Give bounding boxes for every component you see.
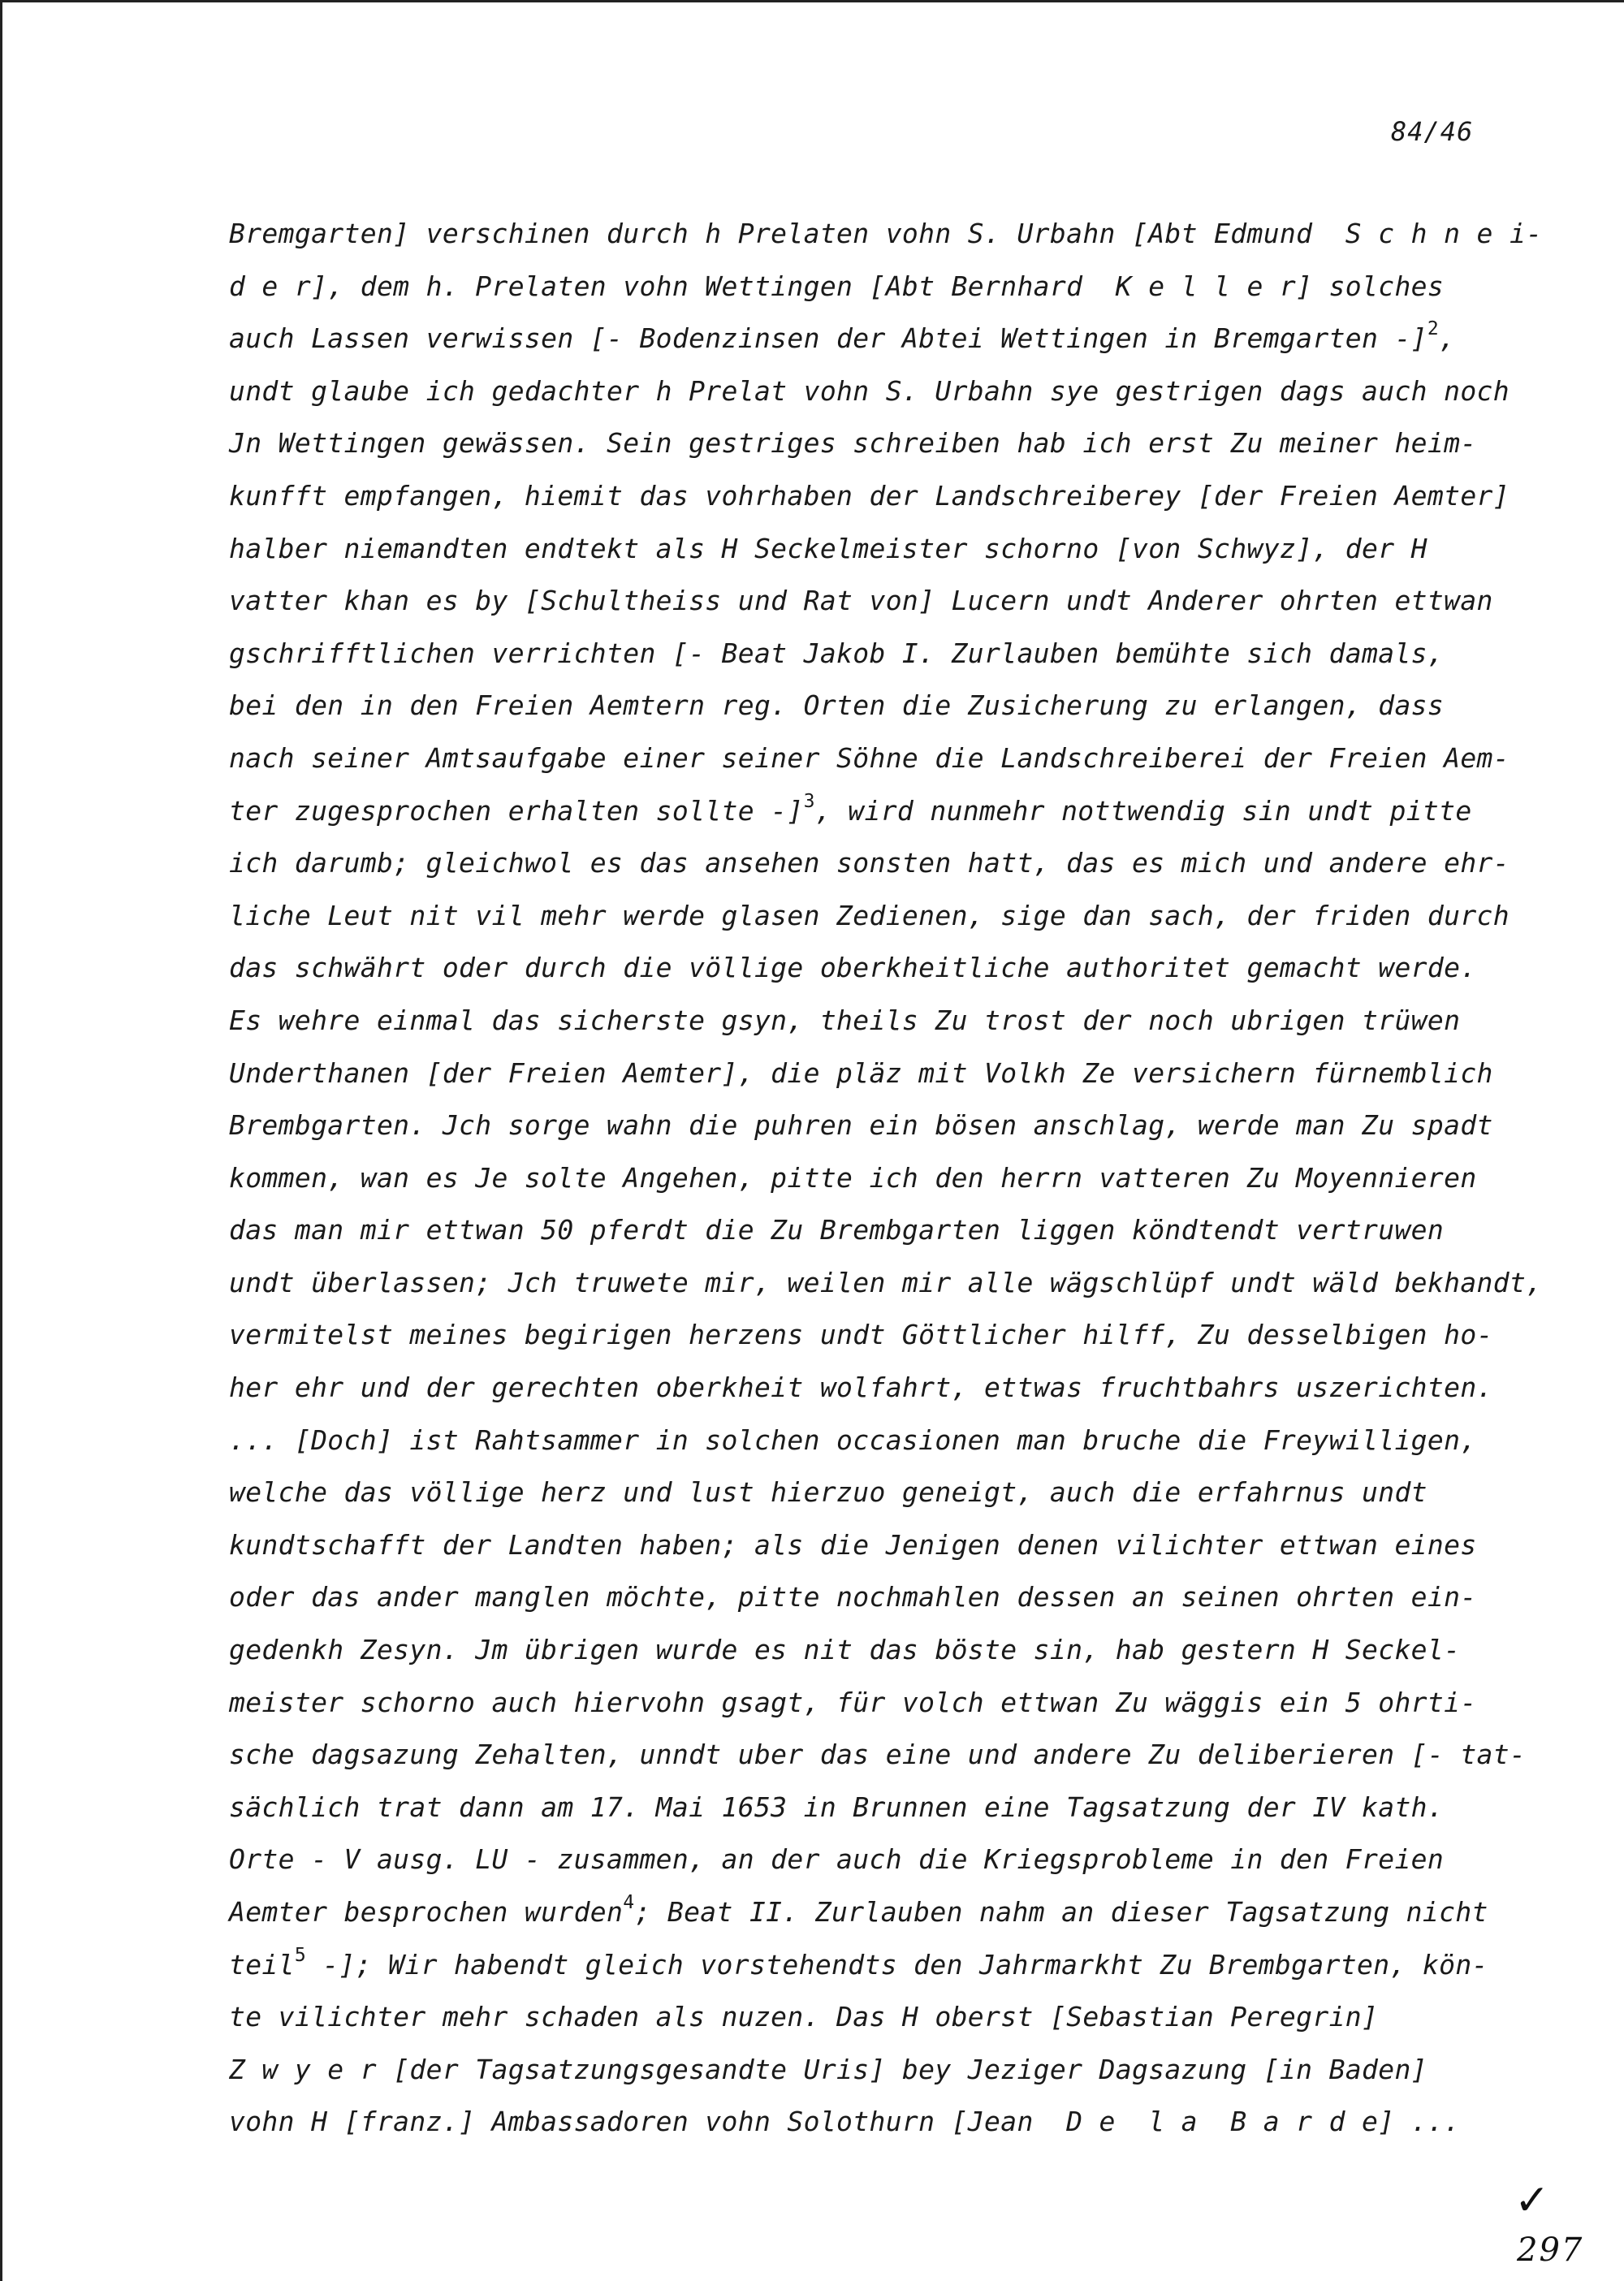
text-segment: ; Beat II. Zurlauben nahm an dieser Tagsatzung nicht [634, 1896, 1488, 1928]
text-segment: welche das völlige herz und lust hierzuo geneigt, auch die erfahrnus undt [229, 1476, 1427, 1509]
text-segment: -]; Wir habendt gleich vorstehendts den Jahrmarkht Zu Brembgarten, kön- [306, 1948, 1488, 1981]
text-segment: Aemter besprochen wurden [229, 1896, 624, 1928]
transcription-body [229, 208, 1561, 2149]
text-line [229, 1677, 1561, 1730]
text-segment: kommen, wan es Je solte Angehen, pitte ich den herrn vatteren Zu Moyennieren [229, 1161, 1477, 1194]
text-segment: liche Leut nit vil mehr werde glasen Zedienen, sige dan sach, der friden durch [229, 899, 1510, 931]
text-segment: Z w y e r [der Tagsatzungsgesandte Uris] bey Jeziger Dagsazung [in Baden] [229, 2053, 1427, 2085]
text-segment: te vilichter mehr schaden als nuzen. Das H oberst [Sebastian Peregrin] [229, 2001, 1379, 2033]
text-line [229, 1571, 1561, 1624]
text-segment: ter zugesprochen erhalten sollte -] [229, 794, 804, 827]
text-line [229, 1782, 1561, 1834]
text-line [229, 470, 1561, 523]
text-segment: , wird nunmehr nottwendig sin undt pitte [814, 794, 1472, 827]
text-line [229, 1048, 1561, 1100]
footnote-reference: 5 [294, 1944, 307, 1966]
footnote-reference: 2 [1427, 318, 1440, 340]
text-line [229, 1939, 1561, 1992]
text-line [229, 1624, 1561, 1677]
text-segment: bei den in den Freien Aemtern reg. Orten die Zusicherung zu erlangen, dass [229, 689, 1445, 722]
text-line [229, 1309, 1561, 1362]
text-segment: kundtschafft der Landten haben; als die Jenigen denen vilichter ettwan eines [229, 1528, 1477, 1561]
text-segment: vermitelst meines begirigen herzens undt Göttlicher hilff, Zu desselbigen ho- [229, 1319, 1493, 1351]
text-segment: das man mir ettwan 50 pferdt die Zu Brembgarten liggen köndtendt vertruwen [229, 1214, 1445, 1246]
page-number: 84/46 [1391, 116, 1474, 147]
text-line [229, 785, 1561, 838]
text-segment: Underthanen [der Freien Aemter], die pläz mit Volkh Ze versichern fürnemblich [229, 1056, 1493, 1089]
text-line [229, 890, 1561, 943]
text-line [229, 261, 1561, 313]
text-segment: vatter khan es by [Schultheiss und Rat von] Lucern undt Anderer ohrten ettwan [229, 585, 1493, 617]
text-segment: sächlich trat dann am 17. Mai 1653 in Brunnen eine Tagsatzung der IV kath. [229, 1791, 1445, 1823]
text-segment: teil [229, 1948, 295, 1981]
text-line [229, 313, 1561, 365]
text-segment: d e r], dem h. Prelaten vohn Wettingen [Abt Bernhard K e l l e r] solches [229, 270, 1445, 302]
text-segment: Jn Wettingen gewässen. Sein gestriges schreiben hab ich erst Zu meiner heim- [229, 427, 1477, 460]
text-line [229, 1362, 1561, 1415]
text-line [229, 1729, 1561, 1782]
page-edge-top [0, 0, 1624, 2]
text-line [229, 523, 1561, 576]
text-line [229, 995, 1561, 1048]
text-line [229, 1099, 1561, 1152]
text-line [229, 1152, 1561, 1205]
text-segment: undt glaube ich gedachter h Prelat vohn S. Urbahn sye gestrigen dags auch noch [229, 374, 1510, 407]
text-line [229, 680, 1561, 732]
text-segment: auch Lassen verwissen [- Bodenzinsen der Abtei Wettingen in Bremgarten -] [229, 322, 1427, 355]
text-segment: gedenkh Zesyn. Jm übrigen wurde es nit das böste sin, hab gestern H Seckel- [229, 1634, 1461, 1666]
text-line [229, 1257, 1561, 1310]
page-edge-left [0, 0, 2, 2281]
text-segment: , [1439, 322, 1456, 355]
text-segment: vohn H [franz.] Ambassadoren vohn Solothurn [Jean D e l a B a r d e] ... [229, 2106, 1461, 2138]
text-line [229, 1519, 1561, 1572]
text-line [229, 208, 1561, 261]
check-mark-icon: ✓ [1514, 2176, 1550, 2225]
footnote-reference: 4 [623, 1892, 635, 1913]
text-line [229, 575, 1561, 628]
text-line [229, 1886, 1561, 1939]
text-line [229, 1991, 1561, 2044]
text-segment: sche dagsazung Zehalten, unndt uber das eine und andere Zu deliberieren [- tat- [229, 1739, 1527, 1771]
text-line [229, 2044, 1561, 2097]
text-line [229, 732, 1561, 785]
text-segment: gschrifftlichen verrichten [- Beat Jakob I. Zurlauben bemühte sich damals, [229, 637, 1445, 669]
text-segment: her ehr und der gerechten oberkheit wolfahrt, ettwas fruchtbahrs uszerichten. [229, 1372, 1493, 1404]
text-segment: kunfft empfangen, hiemit das vohrhaben der Landschreiberey [der Freien Aemter] [229, 479, 1510, 512]
text-line [229, 1467, 1561, 1519]
text-line [229, 365, 1561, 418]
text-segment: ich darumb; gleichwol es das ansehen sonsten hatt, das es mich und andere ehr- [229, 847, 1510, 879]
handwritten-archive-number: 297 [1517, 2231, 1584, 2269]
text-segment: Brembgarten. Jch sorge wahn die puhren ein bösen anschlag, werde man Zu spadt [229, 1109, 1493, 1142]
text-line [229, 1415, 1561, 1467]
text-segment: halber niemandten endtekt als H Seckelmeister schorno [von Schwyz], der H [229, 532, 1427, 564]
text-segment: ... [Doch] ist Rahtsammer in solchen occasionen man bruche die Freywilligen, [229, 1423, 1477, 1456]
text-segment: Bremgarten] verschinen durch h Prelaten vohn S. Urbahn [Abt Edmund S c h n e i- [229, 218, 1543, 249]
text-segment: Orte - V ausg. LU - zusammen, an der auch die Kriegsprobleme in den Freien [229, 1843, 1445, 1876]
text-line [229, 628, 1561, 680]
footnote-reference: 3 [803, 790, 815, 812]
text-segment: meister schorno auch hiervohn gsagt, für volch ettwan Zu wäggis ein 5 ohrti- [229, 1686, 1477, 1718]
text-segment: undt überlassen; Jch truwete mir, weilen mir alle wägschlüpf undt wäld bekhandt, [229, 1266, 1543, 1298]
text-line [229, 1834, 1561, 1886]
text-line [229, 1204, 1561, 1257]
text-segment: nach seiner Amtsaufgabe einer seiner Söhne die Landschreiberei der Freien Aem- [229, 741, 1510, 774]
text-line [229, 837, 1561, 890]
text-segment: Es wehre einmal das sicherste gsyn, theils Zu trost der noch ubrigen trüwen [229, 1004, 1461, 1036]
text-segment: oder das ander manglen möchte, pitte nochmahlen dessen an seinen ohrten ein- [229, 1581, 1477, 1614]
text-segment: das schwährt oder durch die völlige oberkheitliche authoritet gemacht werde. [229, 952, 1477, 984]
text-line [229, 2096, 1561, 2149]
text-line [229, 942, 1561, 995]
text-line [229, 417, 1561, 470]
